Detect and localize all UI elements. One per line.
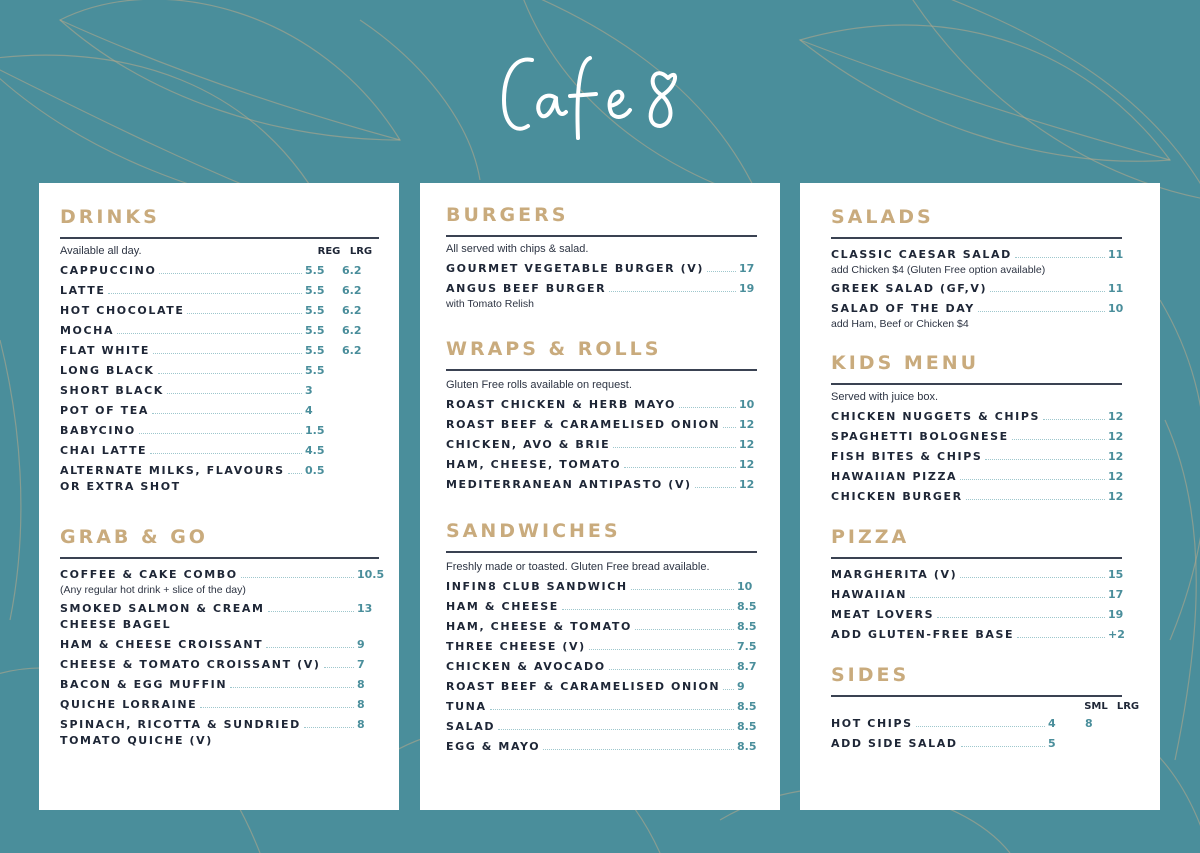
menu-item xyxy=(831,449,1122,465)
menu-item xyxy=(831,301,1122,331)
section-note: Gluten Free rolls available on request. xyxy=(446,379,632,391)
drinks-section xyxy=(60,205,379,495)
item-price: 12 xyxy=(739,418,755,431)
dot-leader xyxy=(200,707,354,708)
item-name: GREEK SALAD (GF,V) xyxy=(831,282,988,295)
section-title: BURGERS xyxy=(446,204,569,226)
dot-leader xyxy=(1012,439,1105,440)
menu-item xyxy=(60,323,379,339)
item-name: HOT CHIPS xyxy=(831,717,913,730)
item-name: CHICKEN NUGGETS & CHIPS xyxy=(831,410,1041,423)
dot-leader xyxy=(150,453,302,454)
item-note: add Ham, Beef or Chicken $4 xyxy=(831,318,969,330)
menu-item xyxy=(446,579,757,595)
item-name: SPINACH, RICOTTA & SUNDRIED xyxy=(60,718,301,731)
divider xyxy=(60,237,379,239)
item-name: FISH BITES & CHIPS xyxy=(831,450,983,463)
item-price: 10 xyxy=(739,398,755,411)
item-name: SALAD OF THE DAY xyxy=(831,302,975,315)
menu-panel-right xyxy=(800,183,1160,810)
item-name: LONG BLACK xyxy=(60,364,155,377)
grab-go-section xyxy=(60,525,385,749)
item-price: 9 xyxy=(737,680,745,693)
dot-leader xyxy=(268,611,354,612)
menu-item xyxy=(831,489,1122,505)
item-price: 8 xyxy=(357,718,365,731)
item-price-lrg xyxy=(342,403,379,419)
pizza-section xyxy=(831,525,1125,643)
item-price: 8.5 xyxy=(737,620,757,633)
menu-item: ALTERNATE MILKS, FLAVOURS 0.5 OR EXTRA SHOT xyxy=(60,464,325,493)
item-price: 15 xyxy=(1108,568,1124,581)
dot-leader xyxy=(304,727,354,728)
item-name: INFIN8 CLUB SANDWICH xyxy=(446,580,628,593)
dot-leader xyxy=(1017,637,1105,638)
menu-item xyxy=(60,657,379,673)
menu-item xyxy=(446,417,757,433)
dot-leader xyxy=(152,413,302,414)
item-price-lrg xyxy=(342,363,379,379)
menu-panel-left xyxy=(39,183,399,810)
dot-leader xyxy=(624,467,736,468)
menu-item xyxy=(831,409,1122,425)
dot-leader xyxy=(723,427,736,428)
item-price: 12 xyxy=(1108,410,1124,423)
menu-item xyxy=(446,639,757,655)
item-price-lrg: 6.2 xyxy=(342,324,362,337)
menu-item xyxy=(60,601,379,633)
menu-item xyxy=(446,477,757,493)
item-price: 17 xyxy=(1108,588,1124,601)
item-price-lrg xyxy=(342,443,379,459)
menu-item xyxy=(446,437,757,453)
item-name: ADD SIDE SALAD xyxy=(831,737,958,750)
divider xyxy=(831,695,1122,697)
sides-section xyxy=(831,663,1140,752)
dot-leader xyxy=(695,487,736,488)
menu-item xyxy=(446,261,757,277)
item-price: 8.5 xyxy=(737,720,757,733)
item-price-lrg: 6.2 xyxy=(342,284,362,297)
item-price-sml: 5 xyxy=(1048,737,1056,750)
dot-leader xyxy=(916,726,1045,727)
dot-leader xyxy=(589,649,734,650)
item-name: HAWAIIAN PIZZA xyxy=(831,470,958,483)
section-note: All served with chips & salad. xyxy=(446,243,589,255)
item-note: add Chicken $4 (Gluten Free option available) xyxy=(831,264,1046,276)
item-price: 8.5 xyxy=(737,700,757,713)
menu-item xyxy=(831,281,1122,297)
section-title: SANDWICHES xyxy=(446,520,621,542)
item-name: SHORT BLACK xyxy=(60,384,164,397)
menu-item xyxy=(446,457,757,473)
menu-item xyxy=(60,677,379,693)
dot-leader xyxy=(324,667,355,668)
menu-item xyxy=(60,637,379,653)
item-name: MEAT LOVERS xyxy=(831,608,935,621)
section-note: Freshly made or toasted. Gluten Free bread available. xyxy=(446,561,710,573)
item-price: 7.5 xyxy=(737,640,757,653)
sandwiches-section xyxy=(446,519,757,755)
dot-leader xyxy=(960,577,1105,578)
dot-leader xyxy=(990,291,1105,292)
dot-leader xyxy=(910,597,1105,598)
menu-item xyxy=(831,716,1122,732)
divider xyxy=(446,551,757,553)
item-note: (Any regular hot drink + slice of the day) xyxy=(60,584,246,596)
dot-leader xyxy=(723,689,734,690)
item-price: 9 xyxy=(357,638,365,651)
item-name: MARGHERITA (V) xyxy=(831,568,958,581)
item-price: 10.5 xyxy=(357,568,385,581)
item-price: 10 xyxy=(1108,302,1124,315)
item-price-lrg xyxy=(342,423,379,439)
item-name-cont: CHEESE BAGEL xyxy=(60,618,172,631)
item-name: HAWAIIAN xyxy=(831,588,908,601)
dot-leader xyxy=(966,499,1105,500)
dot-leader xyxy=(978,311,1105,312)
item-name: TUNA xyxy=(446,700,487,713)
item-name: HAM, CHEESE & TOMATO xyxy=(446,620,632,633)
item-price-reg: 5.5 xyxy=(305,264,325,277)
salads-section xyxy=(831,205,1122,331)
menu-item xyxy=(831,567,1122,583)
cafe-logo xyxy=(470,38,730,148)
item-price-reg: 5.5 xyxy=(305,324,325,337)
item-name: QUICHE LORRAINE xyxy=(60,698,198,711)
menu-item xyxy=(831,736,1122,752)
kids-section xyxy=(831,351,1122,505)
menu-item xyxy=(446,619,757,635)
dot-leader xyxy=(609,669,734,670)
section-title: SIDES xyxy=(831,664,910,686)
divider xyxy=(446,369,757,371)
item-name: GOURMET VEGETABLE BURGER (V) xyxy=(446,262,705,275)
dot-leader xyxy=(187,313,302,314)
menu-item xyxy=(831,607,1122,623)
dot-leader xyxy=(707,271,736,272)
item-name: ROAST BEEF & CARAMELISED ONION xyxy=(446,680,721,693)
item-name: CHEESE & TOMATO CROISSANT (V) xyxy=(60,658,321,671)
dot-leader xyxy=(679,407,736,408)
dot-leader xyxy=(937,617,1105,618)
section-title: KIDS MENU xyxy=(831,352,980,374)
menu-item xyxy=(446,719,757,735)
item-name-cont: TOMATO QUICHE (V) xyxy=(60,734,213,747)
menu-item xyxy=(446,679,757,695)
item-price: 19 xyxy=(739,282,755,295)
section-title: WRAPS & ROLLS xyxy=(446,338,662,360)
item-name: SMOKED SALMON & CREAM xyxy=(60,602,265,615)
item-name: BACON & EGG MUFFIN xyxy=(60,678,228,691)
item-price: 8 xyxy=(357,698,365,711)
dot-leader xyxy=(1043,419,1105,420)
menu-item xyxy=(60,383,379,399)
item-name: HAM & CHEESE CROISSANT xyxy=(60,638,264,651)
item-name: HAM, CHEESE, TOMATO xyxy=(446,458,622,471)
item-name: BABYCINO xyxy=(60,424,136,437)
dot-leader xyxy=(635,629,734,630)
dot-leader xyxy=(613,447,736,448)
menu-item xyxy=(60,403,379,419)
item-price-reg: 4.5 xyxy=(305,444,325,457)
item-price: 10 xyxy=(737,580,753,593)
item-price: 12 xyxy=(739,478,755,491)
section-title: DRINKS xyxy=(60,206,160,228)
divider xyxy=(831,383,1122,385)
menu-item xyxy=(446,281,757,311)
item-price-reg: 3 xyxy=(305,384,313,397)
item-price-sml: 4 xyxy=(1048,717,1056,730)
item-price-lrg: 6.2 xyxy=(342,264,362,277)
item-price-lrg: 6.2 xyxy=(342,304,362,317)
item-name: FLAT WHITE xyxy=(60,344,150,357)
item-price-reg: 1.5 xyxy=(305,424,325,437)
menu-item xyxy=(60,343,379,359)
dot-leader xyxy=(117,333,302,334)
dot-leader xyxy=(230,687,354,688)
item-name: THREE CHEESE (V) xyxy=(446,640,586,653)
item-name: CHICKEN BURGER xyxy=(831,490,963,503)
item-price: 8.5 xyxy=(737,740,757,753)
divider xyxy=(60,557,379,559)
item-price: 8 xyxy=(357,678,365,691)
dot-leader xyxy=(562,609,734,610)
wraps-section xyxy=(446,337,757,493)
divider xyxy=(446,235,757,237)
dot-leader xyxy=(490,709,734,710)
divider xyxy=(831,557,1122,559)
item-name: LATTE xyxy=(60,284,106,297)
item-price: 12 xyxy=(1108,450,1124,463)
menu-item xyxy=(60,303,379,319)
menu-item xyxy=(60,697,379,713)
menu-item xyxy=(446,397,757,413)
menu-item xyxy=(60,263,379,279)
item-name: MEDITERRANEAN ANTIPASTO (V) xyxy=(446,478,692,491)
item-price: 12 xyxy=(1108,470,1124,483)
item-name: SPAGHETTI BOLOGNESE xyxy=(831,430,1009,443)
menu-item xyxy=(446,659,757,675)
dot-leader xyxy=(167,393,302,394)
item-price-lrg xyxy=(1085,736,1122,752)
menu-item xyxy=(60,443,379,459)
item-price-reg: 5.5 xyxy=(305,364,325,377)
item-name: POT OF TEA xyxy=(60,404,149,417)
item-name: CAPPUCCINO xyxy=(60,264,157,277)
item-name: EGG & MAYO xyxy=(446,740,541,753)
item-price: 8.5 xyxy=(737,600,757,613)
item-price: 12 xyxy=(739,438,755,451)
item-price-lrg xyxy=(342,383,379,399)
dot-leader xyxy=(961,746,1045,747)
section-title: GRAB & GO xyxy=(60,526,208,548)
item-price: 11 xyxy=(1108,282,1124,295)
dot-leader xyxy=(266,647,354,648)
dot-leader xyxy=(985,459,1105,460)
item-price: 12 xyxy=(1108,430,1124,443)
item-name: ROAST BEEF & CARAMELISED ONION xyxy=(446,418,721,431)
dot-leader xyxy=(543,749,734,750)
size-label-reg: REG xyxy=(317,245,341,257)
size-label-lrg: LRG xyxy=(1116,701,1140,712)
item-price-reg: 5.5 xyxy=(305,304,325,317)
section-title: SALADS xyxy=(831,206,934,228)
menu-item xyxy=(446,739,757,755)
item-price: 7 xyxy=(357,658,365,671)
menu-item xyxy=(831,429,1122,445)
size-label-lrg: LRG xyxy=(349,245,373,257)
section-title: PIZZA xyxy=(831,526,910,548)
dot-leader xyxy=(241,577,354,578)
item-name: CHICKEN & AVOCADO xyxy=(446,660,606,673)
menu-item xyxy=(60,423,379,439)
item-price-reg: 5.5 xyxy=(305,344,325,357)
item-price-lrg: 8 xyxy=(1085,717,1093,730)
menu-item xyxy=(831,627,1125,643)
dot-leader xyxy=(159,273,302,274)
item-price: +2 xyxy=(1108,628,1125,641)
dot-leader xyxy=(631,589,734,590)
item-price: 19 xyxy=(1108,608,1124,621)
item-price: 8.7 xyxy=(737,660,757,673)
menu-item xyxy=(446,699,757,715)
section-note: Available all day. xyxy=(60,245,142,257)
burgers-section xyxy=(446,203,757,311)
dot-leader xyxy=(153,353,302,354)
item-name: ANGUS BEEF BURGER xyxy=(446,282,607,295)
item-price: 11 xyxy=(1108,248,1124,261)
dot-leader xyxy=(139,433,302,434)
item-price: 17 xyxy=(739,262,755,275)
item-price-lrg: 6.2 xyxy=(342,344,362,357)
menu-item xyxy=(831,247,1122,277)
item-price-reg: 4 xyxy=(305,404,313,417)
item-name: CHICKEN, AVO & BRIE xyxy=(446,438,611,451)
divider xyxy=(831,237,1122,239)
item-name: MOCHA xyxy=(60,324,115,337)
item-name: SALAD xyxy=(446,720,496,733)
menu-panel-middle xyxy=(420,183,780,810)
item-name: ADD GLUTEN-FREE BASE xyxy=(831,628,1015,641)
menu-item xyxy=(831,469,1122,485)
menu-item xyxy=(60,567,385,597)
item-price-reg: 5.5 xyxy=(305,284,325,297)
section-note: Served with juice box. xyxy=(831,391,938,403)
dot-leader xyxy=(498,729,734,730)
dot-leader xyxy=(108,293,302,294)
dot-leader xyxy=(960,479,1105,480)
item-name: ROAST CHICKEN & HERB MAYO xyxy=(446,398,676,411)
menu-item xyxy=(831,587,1122,603)
menu-item xyxy=(60,283,379,299)
menu-item xyxy=(60,717,379,749)
menu-item xyxy=(60,363,379,379)
item-price: 13 xyxy=(357,602,373,615)
dot-leader xyxy=(609,291,736,292)
dot-leader xyxy=(158,373,302,374)
item-price: 12 xyxy=(739,458,755,471)
dot-leader xyxy=(1015,257,1105,258)
menu-item xyxy=(446,599,757,615)
item-name: HOT CHOCOLATE xyxy=(60,304,185,317)
item-price: 12 xyxy=(1108,490,1124,503)
item-name: HAM & CHEESE xyxy=(446,600,559,613)
item-note: with Tomato Relish xyxy=(446,298,534,310)
item-name: CLASSIC CAESAR SALAD xyxy=(831,248,1012,261)
item-name: COFFEE & CAKE COMBO xyxy=(60,568,238,581)
size-label-sml: SML xyxy=(1084,701,1108,712)
item-name: CHAI LATTE xyxy=(60,444,148,457)
